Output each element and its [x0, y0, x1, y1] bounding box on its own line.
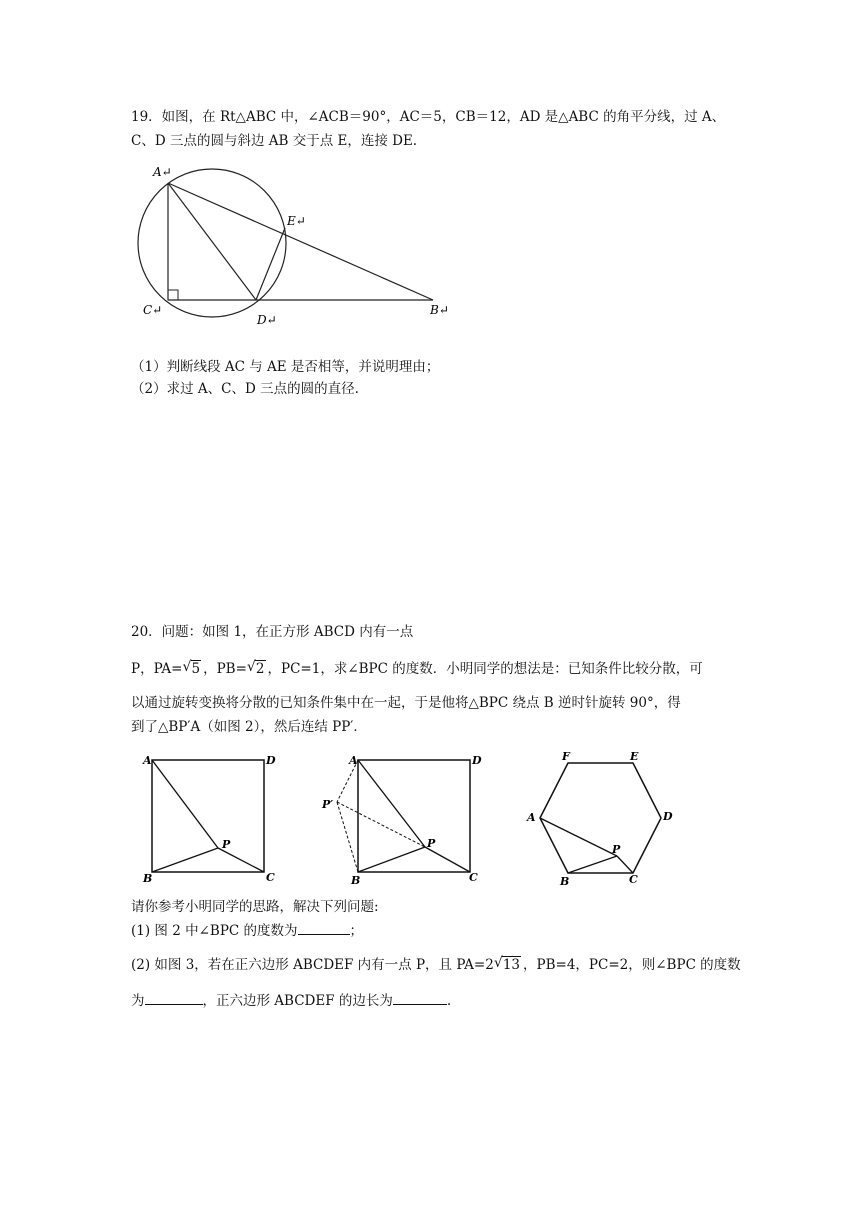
fig3-label-b: B	[560, 875, 570, 888]
q20-figure-2	[318, 750, 493, 890]
fig1-segment-pb	[152, 848, 218, 872]
q20-subquestion-2	[131, 955, 741, 975]
fig2-label-b: B	[351, 874, 361, 887]
fig2-dashed-bp2	[337, 802, 358, 872]
fig1-label-p: P	[222, 838, 231, 851]
fig2-segment-pa	[358, 760, 425, 847]
q19-figure	[135, 158, 465, 348]
fig1-label-b: B	[143, 872, 153, 885]
answer-blank-2[interactable]	[145, 990, 203, 1005]
fig3-segment-pb	[568, 856, 617, 873]
fig3-segment-pa	[540, 818, 617, 856]
q19-subquestion-1: （1）判断线段 AC 与 AE 是否相等，并说明理由；	[131, 359, 440, 375]
fig1-square	[152, 760, 264, 872]
q20-line2-part2: ，PB=	[203, 661, 247, 677]
fig1-label-a: A	[143, 754, 152, 767]
q19-segment-ab	[168, 183, 433, 300]
fig1-label-d: D	[266, 754, 276, 767]
fig3-segment-pc	[617, 856, 633, 873]
fig3-label-f: F	[562, 750, 570, 763]
fig2-label-a: A	[349, 754, 358, 767]
fig2-square	[358, 760, 470, 872]
fig3-label-c: C	[629, 873, 638, 886]
fig3-label-e: E	[630, 750, 639, 763]
fig3-label-d: D	[663, 810, 673, 823]
q19-label-c: C↵	[143, 303, 163, 317]
fig2-segment-pb	[358, 847, 425, 872]
q20-sub2b-mid: ，正六边形 ABCDEF 的边长为	[202, 993, 393, 1009]
fig3-hexagon	[540, 763, 661, 873]
q20-instruction: 请你参考小明同学的思路，解决下列问题:	[131, 899, 379, 915]
q19-label-e: E↵	[287, 214, 306, 228]
q20-sub2-text: (2) 如图 3，若在正六边形 ABCDEF 内有一点 P，且 PA=2	[131, 957, 494, 973]
fig1-label-c: C	[266, 871, 275, 884]
q19-subquestion-2: （2）求过 A、C、D 三点的圆的直径.	[131, 381, 359, 397]
q20-sub2-end: ，PB=4，PC=2，则∠BPC 的度数	[523, 957, 741, 973]
q20-line2-part3: ，PC=1，求∠BPC 的度数．小明同学的想法是：已知条件比较分散，可	[267, 661, 703, 677]
answer-blank-3[interactable]	[393, 990, 447, 1005]
q20-text-line-2	[131, 659, 703, 679]
sqrt-5: √ 5	[182, 659, 201, 677]
q20-figure-1	[138, 750, 288, 890]
fig2-label-p: P	[427, 837, 436, 850]
q19-text-line-1: 19．如图，在 Rt△ABC 中，∠ACB＝90°，AC＝5，CB＝12，AD 是△ABC 的角平分线，过 A、	[131, 109, 726, 125]
q19-label-d: D↵	[257, 313, 277, 327]
q19-circle	[138, 169, 286, 317]
fig2-label-p-prime: P′	[322, 798, 334, 811]
fig3-label-p: P	[612, 843, 621, 856]
q19-segment-ad	[168, 183, 256, 300]
fig2-label-d: D	[472, 754, 482, 767]
q20-sub2b-end: .	[446, 993, 452, 1009]
fig3-label-a: A	[527, 811, 536, 824]
q19-text-line-2: C、D 三点的圆与斜边 AB 交于点 E，连接 DE.	[131, 133, 418, 149]
q19-label-b: B↵	[430, 303, 449, 317]
sqrt-13: √ 13	[493, 955, 521, 973]
q20-sub1-end: ；	[349, 923, 364, 939]
q20-text-line-3: 以通过旋转变换将分散的已知条件集中在一起，于是他将△BPC 绕点 B 逆时针旋转 90°，得	[131, 695, 681, 711]
q20-sub2b-start: 为	[131, 993, 145, 1009]
fig1-segment-pa	[152, 760, 218, 848]
sqrt-2: √ 2	[246, 659, 265, 677]
q20-line2-part1: P，PA=	[131, 661, 183, 677]
fig2-segment-pc	[425, 847, 470, 872]
q20-text-line-4: 到了△BP′A（如图 2），然后连结 PP′．	[131, 719, 367, 735]
q20-figure-3	[520, 748, 685, 888]
q20-subquestion-2b	[131, 990, 451, 1011]
q19-right-angle-mark	[168, 290, 178, 300]
answer-blank-1[interactable]	[298, 920, 350, 935]
fig1-segment-pc	[218, 848, 264, 872]
fig2-label-c: C	[469, 871, 478, 884]
q20-text-line-1: 20．问题：如图 1，在正方形 ABCD 内有一点	[131, 624, 414, 640]
q19-label-a: A↵	[153, 165, 172, 179]
q20-subquestion-1	[131, 920, 363, 941]
q20-sub1-text: (1) 图 2 中∠BPC 的度数为	[131, 923, 298, 939]
fig2-dashed-pp2	[337, 802, 425, 847]
